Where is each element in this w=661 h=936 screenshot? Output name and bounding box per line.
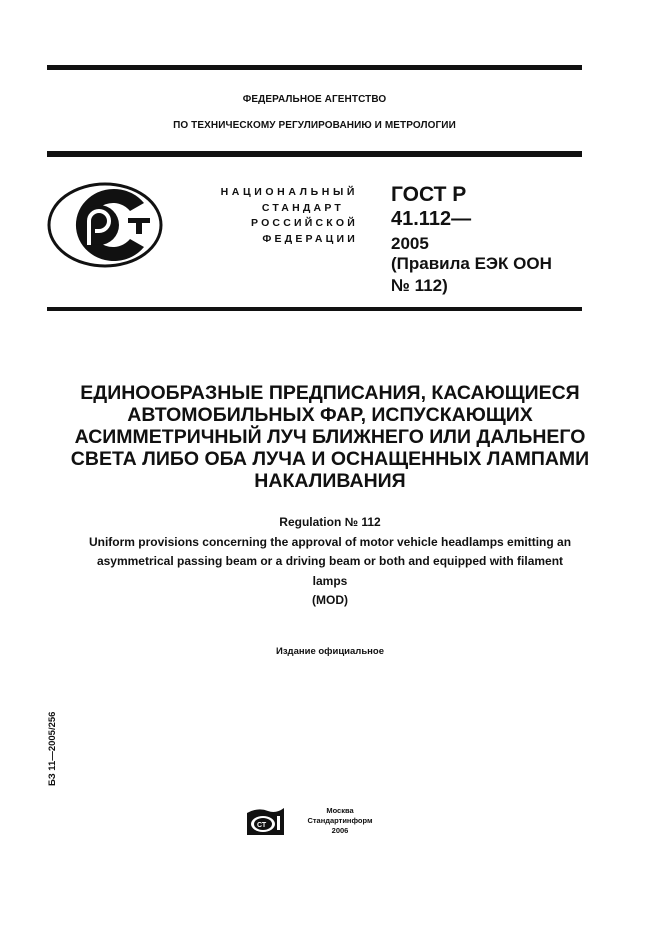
title-line-3: АСИММЕТРИЧНЫЙ ЛУЧ БЛИЖНЕГО ИЛИ ДАЛЬНЕГО: [74, 426, 586, 448]
regulation-line-2: asymmetrical passing beam or a driving beam or both and equipped with filament: [96, 554, 564, 568]
regulation-line-3: lamps: [312, 573, 348, 588]
title-line-5: НАКАЛИВАНИЯ: [254, 470, 406, 492]
standartinform-logo-icon: [246, 805, 286, 837]
regulation-line-4: (MOD): [312, 593, 348, 607]
title-line-1: ЕДИНООБРАЗНЫЕ ПРЕДПИСАНИЯ, КАСАЮЩИЕСЯ: [80, 382, 580, 404]
edition-label: Издание официальное: [276, 646, 384, 657]
svg-text:СТ: СТ: [257, 822, 267, 829]
designation-rule: [47, 307, 582, 311]
natl-line-3: РОССИЙСКОЙ: [251, 217, 358, 229]
publisher-year: 2006: [331, 826, 349, 835]
header-rule: [47, 151, 582, 157]
regulation-heading: Regulation № 112: [279, 515, 381, 529]
document-title: [30, 382, 630, 492]
regulation-block: [20, 513, 640, 611]
publisher-info: [300, 806, 380, 836]
regulation-line-1: Uniform provisions concerning the approval of motor vehicle headlamps emitting an: [88, 534, 572, 549]
natl-line-2: СТАНДАРТ: [261, 201, 344, 214]
natl-line-1: НАЦИОНАЛЬНЫЙ: [220, 186, 358, 198]
designation-line-3: 2005: [391, 234, 429, 253]
title-line-4: СВЕТА ЛИБО ОБА ЛУЧА И ОСНАЩЕННЫХ ЛАМПАМИ: [70, 448, 590, 470]
agency-line-2: ПО ТЕХНИЧЕСКОМУ РЕГУЛИРОВАНИЮ И МЕТРОЛОГИИ: [173, 120, 456, 131]
side-code: БЗ 11—2005/256: [47, 711, 58, 786]
top-rule: [47, 65, 582, 70]
designation-line-2: 41.112—: [391, 208, 472, 230]
natl-line-4: ФЕДЕРАЦИИ: [262, 232, 358, 245]
publisher-city: Москва: [326, 806, 354, 815]
agency-line-1: ФЕДЕРАЛЬНОЕ АГЕНТСТВО: [242, 94, 387, 105]
designation-line-1: ГОСТ Р: [391, 183, 467, 206]
title-line-2: АВТОМОБИЛЬНЫХ ФАР, ИСПУСКАЮЩИХ: [127, 404, 533, 426]
rst-gost-logo-icon: [46, 181, 166, 271]
designation-line-4: (Правила ЕЭК ООН: [391, 254, 552, 273]
publisher-name: Стандартинформ: [307, 816, 373, 825]
designation-line-5: № 112): [391, 276, 448, 295]
national-standard-label: [190, 185, 358, 247]
